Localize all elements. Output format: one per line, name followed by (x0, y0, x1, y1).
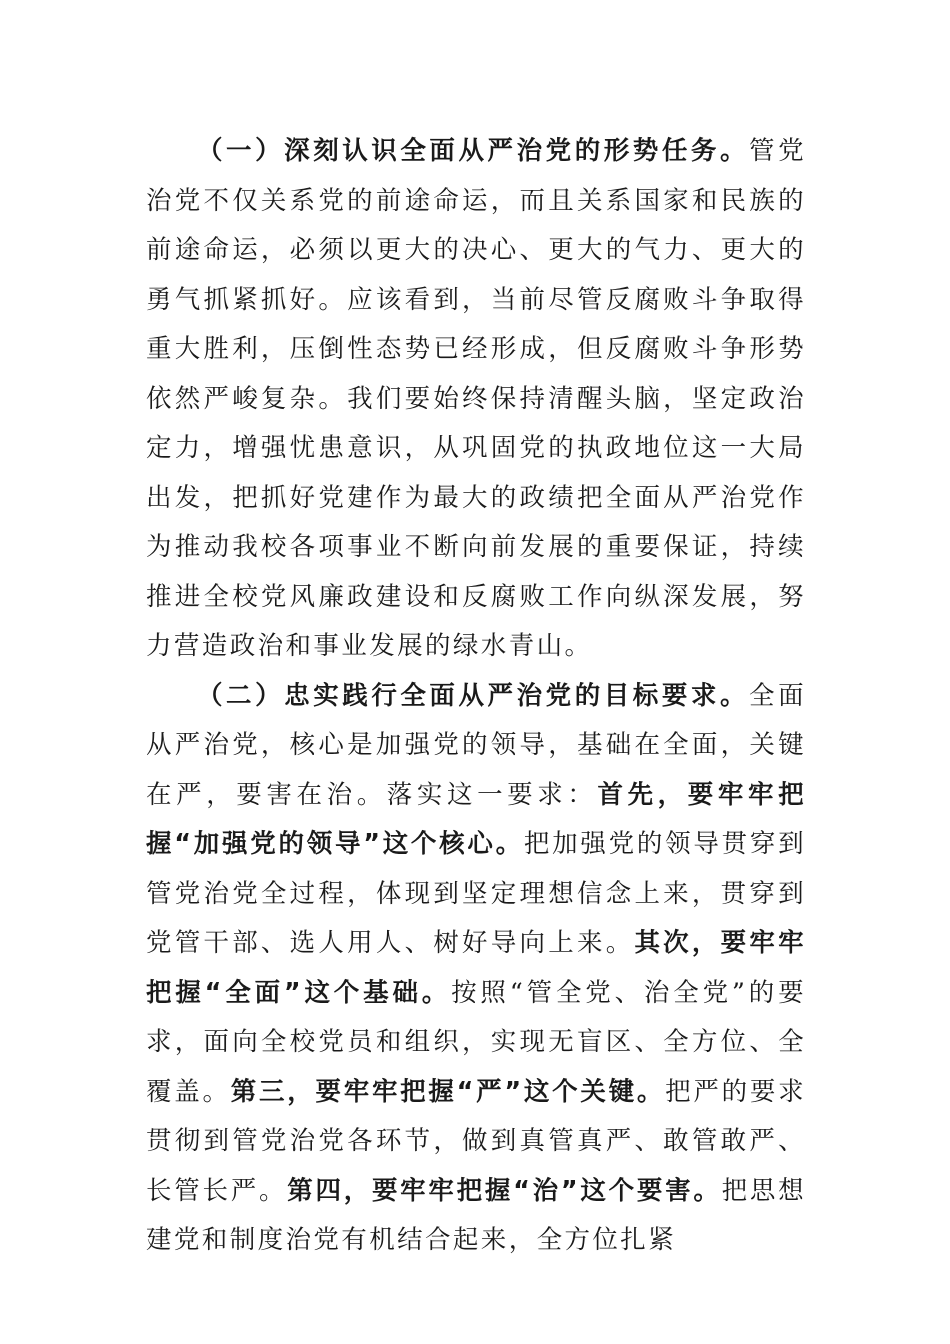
key-point-second: 其次，要牢牢把握“全面”这个基础。 (146, 928, 806, 1008)
body-text: 全面从严治党，核心是加强党的领导，基础在全面，关键在严，要害在治。落实这一要求： (146, 680, 806, 810)
body-text: 管党治党不仅关系党的前途命运，而且关系国家和民族的前途命运，必须以更大的决心、更大的气力、更大的勇气抓紧抓好。应该看到，当前尽管反腐败斗争取得重大胜利，压倒性态势已经形成，但反腐败斗争形势依然严峻复杂。我们要始终保持清醒头脑，坚定政治定力，增强忧患意识，从巩固党的执政地位这一大局出发，把抓好党建作为最大的政绩把全面从严治党作为推动我校各项事业不断向前发展的重要保证，持续推进全校党风廉政建设和反腐败工作向纵深发展，努力营造政治和事业发展的绿水青山。 (146, 136, 806, 661)
document-body (146, 127, 806, 1266)
body-text: 把严的要求贯彻到管党治党各环节，做到真管真严、敢管敢严、长管长严。 (146, 1076, 806, 1206)
paragraph-goal-requirements (146, 672, 806, 1266)
key-point-fourth: 第四，要牢牢把握“治”这个要害。 (287, 1175, 722, 1206)
heading-goal-requirements: （二）忠实践行全面从严治党的目标要求。 (197, 680, 750, 711)
body-text: 把思想建党和制度治党有机结合起来，全方位扎紧 (146, 1175, 806, 1255)
body-text: 把加强党的领导贯穿到管党治党全过程，体现到坚定理想信念上来，贯穿到党管干部、选人用人、树好导向上来。 (146, 829, 806, 958)
key-point-third: 第三，要牢牢把握“严”这个关键。 (230, 1076, 666, 1107)
heading-situation-tasks: （一）深刻认识全面从严治党的形势任务。 (197, 136, 750, 166)
key-point-first: 首先，要牢牢把握“加强党的领导”这个核心。 (146, 779, 806, 859)
body-text: 按照“管全党、治全党”的要求，面向全校党员和组织，实现无盲区、全方位、全覆盖。 (146, 977, 806, 1107)
paragraph-situation-tasks (146, 127, 806, 672)
